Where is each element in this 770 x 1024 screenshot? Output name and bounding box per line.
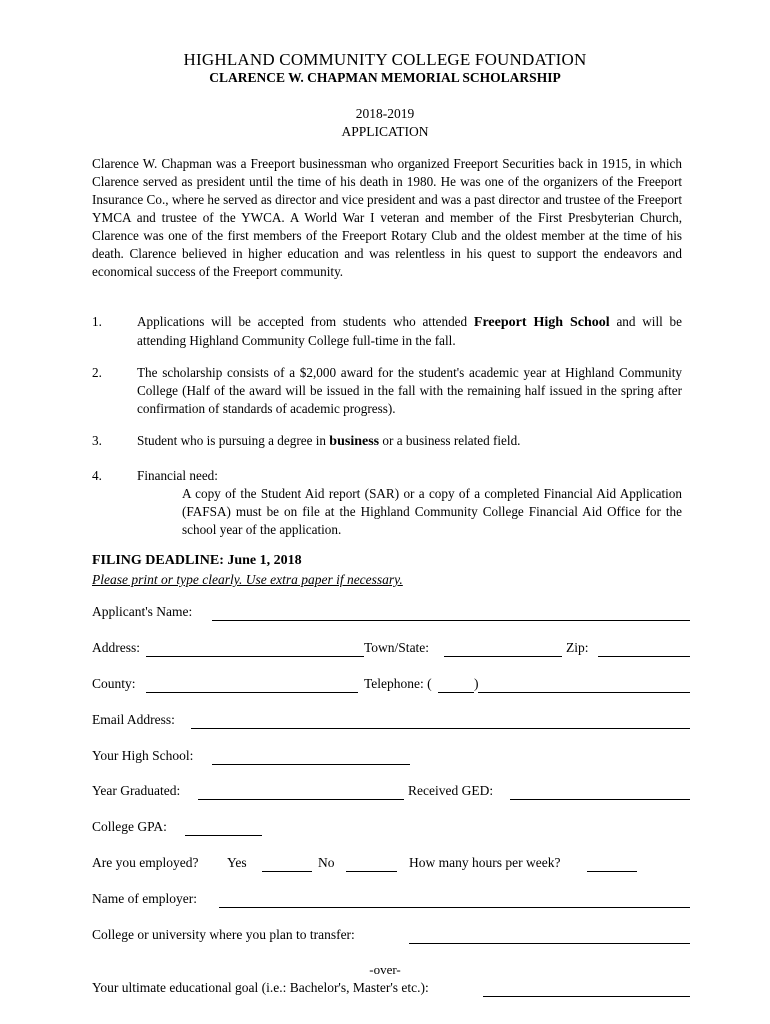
gpa-field[interactable] — [185, 835, 262, 836]
row-transfer — [92, 927, 690, 947]
requirement-number: 1. — [92, 314, 102, 329]
no-label: No — [318, 855, 335, 870]
employer-field[interactable] — [219, 907, 690, 908]
goal-label: Your ultimate educational goal (i.e.: Bachelor's, Master's etc.): — [92, 980, 429, 995]
row-address — [92, 640, 690, 660]
requirement-text — [137, 313, 682, 350]
zip-label: Zip: — [566, 640, 589, 655]
row-gpa — [92, 819, 690, 839]
year-graduated-label: Year Graduated: — [92, 783, 181, 798]
email-label: Email Address: — [92, 712, 175, 727]
requirement-text: The scholarship consists of a $2,000 award for the student's academic year at Highland Community College (Half of the award will be issued in the fall with the remaining half issued in the spring after confirmation of standards of academic progress). — [137, 365, 682, 416]
requirement-text — [137, 432, 682, 451]
employed-no-field[interactable] — [346, 871, 397, 872]
zip-field[interactable] — [598, 656, 690, 657]
row-high-school — [92, 748, 690, 768]
requirement-text-pre: Student who is pursuing a degree in — [137, 433, 330, 448]
applicant-name-label: Applicant's Name: — [92, 604, 193, 619]
area-code-field[interactable] — [438, 692, 474, 693]
filing-note: Please print or type clearly. Use extra paper if necessary. — [92, 572, 403, 587]
requirement-number: 2. — [92, 365, 102, 380]
ged-field[interactable] — [510, 799, 690, 800]
requirement-1 — [92, 313, 682, 350]
applicant-name-field[interactable] — [212, 620, 690, 621]
document-type: APPLICATION — [341, 124, 429, 139]
requirement-number: 3. — [92, 433, 102, 448]
high-school-field[interactable] — [212, 764, 410, 765]
transfer-label: College or university where you plan to transfer: — [92, 927, 355, 942]
requirement-text-pre: Applications will be accepted from students who attended — [137, 314, 474, 329]
town-state-field[interactable] — [444, 656, 562, 657]
hours-label: How many hours per week? — [409, 855, 561, 870]
county-field[interactable] — [146, 692, 358, 693]
employed-label: Are you employed? — [92, 855, 199, 870]
goal-field[interactable] — [483, 996, 690, 997]
row-applicant-name — [92, 604, 690, 624]
requirement-emphasis: business — [329, 434, 380, 449]
row-employer — [92, 891, 690, 911]
year-graduated-field[interactable] — [198, 799, 404, 800]
requirement-number: 4. — [92, 468, 102, 483]
row-goal — [92, 980, 690, 1000]
town-state-label: Town/State: — [364, 640, 430, 655]
row-employment — [92, 855, 690, 875]
address-field[interactable] — [146, 656, 364, 657]
filing-deadline: FILING DEADLINE: June 1, 2018 — [92, 553, 302, 568]
requirement-text-post: or a business related field. — [379, 433, 521, 448]
requirement-2 — [92, 364, 682, 418]
row-year-graduated — [92, 783, 690, 803]
requirement-3 — [92, 432, 682, 451]
over-indicator: -over- — [369, 962, 401, 977]
email-field[interactable] — [191, 728, 690, 729]
scholarship-title: CLARENCE W. CHAPMAN MEMORIAL SCHOLARSHIP — [209, 70, 561, 85]
requirement-4 — [92, 467, 682, 539]
transfer-field[interactable] — [409, 943, 690, 944]
requirement-text: Financial need: — [137, 468, 218, 483]
row-email — [92, 712, 690, 732]
intro-paragraph: Clarence W. Chapman was a Freeport businessman who organized Freeport Securities back in 1915, in which Clarence served as president until the time of his death in 1980. He was one of the organizers of the Freeport Insurance Co., where he served as director and vice president and was a past director and trustee of the Freeport YMCA and trustee of the YWCA. A World War I veteran and member of the First Presbyterian Church, Clarence was one of the first members of the Freeport Rotary Club and the oldest member at the time of his death. Clarence believed in higher education and was relentless in his quest to support the endeavors and economical success of the Freeport community. — [92, 156, 682, 279]
requirement-emphasis: Freeport High School — [473, 315, 610, 330]
academic-year: 2018-2019 — [355, 106, 415, 121]
employed-yes-field[interactable] — [262, 871, 312, 872]
telephone-field[interactable] — [478, 692, 690, 693]
foundation-title: HIGHLAND COMMUNITY COLLEGE FOUNDATION — [183, 50, 587, 69]
requirement-text-post: and will be attending Highland Community College full-time in the fall. — [137, 314, 683, 348]
row-county — [92, 676, 690, 696]
ged-label: Received GED: — [408, 783, 494, 798]
county-label: County: — [92, 676, 136, 691]
hours-field[interactable] — [587, 871, 637, 872]
telephone-label: Telephone: ( — [364, 676, 432, 691]
yes-label: Yes — [227, 855, 247, 870]
high-school-label: Your High School: — [92, 748, 194, 763]
employer-label: Name of employer: — [92, 891, 197, 906]
requirement-subtext: A copy of the Student Aid report (SAR) or a copy of a completed Financial Aid Application (FAFSA) must be on file at the Highland Community College Financial Aid Office for the school year of the application. — [182, 486, 682, 537]
address-label: Address: — [92, 640, 140, 655]
telephone-paren-close: ) — [474, 676, 479, 691]
gpa-label: College GPA: — [92, 819, 167, 834]
